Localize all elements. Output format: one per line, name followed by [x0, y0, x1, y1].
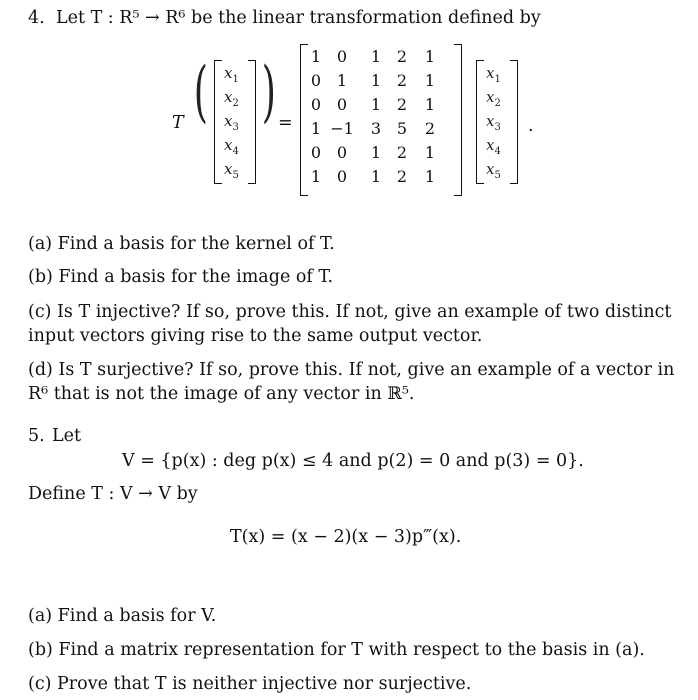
equals-sign: = [278, 113, 293, 133]
problem-4-part-c-line1: (c) Is T injective? If so, prove this. If not, give an example of two distinct [28, 302, 672, 322]
matrix-entry: 3 [370, 119, 382, 138]
matrix-entry: 0 [310, 71, 322, 90]
matrix-entry: 1 [424, 95, 436, 114]
problem-5-part-b: (b) Find a matrix representation for T with respect to the basis in (a). [28, 640, 645, 660]
vector-entry: $x_1$ [486, 64, 501, 85]
matrix-entry: 0 [310, 143, 322, 162]
matrix-entry: 2 [396, 167, 408, 186]
problem-4-part-d-line1: (d) Is T surjective? If so, prove this. If not, give an example of a vector in [28, 360, 675, 380]
matrix-entry: 0 [310, 95, 322, 114]
matrix-right-bracket [454, 44, 462, 196]
coefficient-matrix [300, 44, 462, 196]
problem-4-intro: Let T : R⁵ → R⁶ be the linear transformation defined by [56, 8, 541, 28]
left-paren: ( [193, 53, 208, 130]
set-definition: V = {p(x) : deg p(x) ≤ 4 and p(2) = 0 and p(3) = 0}. [122, 451, 584, 471]
matrix-entry: 1 [424, 71, 436, 90]
problem-4-part-d-line2: R⁶ that is not the image of any vector in ℝ⁵. [28, 384, 415, 404]
vector-entry: $x_3$ [224, 112, 239, 133]
matrix-entry: 0 [336, 167, 348, 186]
matrix-entry: 2 [396, 95, 408, 114]
vector-entry: $x_2$ [486, 88, 501, 109]
matrix-entry: 0 [336, 143, 348, 162]
vector-entry: $x_5$ [486, 160, 501, 181]
vector-entry: $x_5$ [224, 160, 239, 181]
input-vector [214, 60, 256, 184]
matrix-entry: 1 [370, 71, 382, 90]
problem-5-part-a: (a) Find a basis for V. [28, 606, 217, 626]
matrix-entry: 2 [396, 47, 408, 66]
define-line: Define T : V → V by [28, 484, 198, 504]
problem-5-let: Let [52, 426, 82, 446]
matrix-entry: 5 [396, 119, 408, 138]
matrix-entry: 1 [424, 167, 436, 186]
problem-4-part-b: (b) Find a basis for the image of T. [28, 267, 334, 287]
matrix-entry: 1 [424, 143, 436, 162]
vector-entry: $x_3$ [486, 112, 501, 133]
vector-entry: $x_4$ [486, 136, 501, 157]
matrix-entry: 2 [396, 71, 408, 90]
matrix-entry: 2 [424, 119, 436, 138]
vector-entry: $x_1$ [224, 64, 239, 85]
output-vector [476, 60, 518, 184]
matrix-entry: 1 [370, 95, 382, 114]
matrix-entry: 1 [370, 143, 382, 162]
problem-4-part-c-line2: input vectors giving rise to the same output vector. [28, 326, 483, 346]
matrix-entry: 1 [424, 47, 436, 66]
problem-5-number: 5. [28, 426, 45, 446]
map-definition: T(x) = (x − 2)(x − 3)p‴(x). [230, 527, 462, 547]
matrix-entry: 1 [310, 119, 322, 138]
matrix-entry: 0 [336, 47, 348, 66]
vector-entry: $x_4$ [224, 136, 239, 157]
equation-period: . [528, 116, 534, 136]
problem-5-part-c: (c) Prove that T is neither injective nor surjective. [28, 674, 472, 694]
matrix-entry: 0 [336, 95, 348, 114]
right-paren: ) [261, 53, 276, 130]
matrix-entry: 1 [370, 167, 382, 186]
matrix-entry: 2 [396, 143, 408, 162]
matrix-entry: 1 [310, 167, 322, 186]
vector-entry: $x_2$ [224, 88, 239, 109]
input-vector-right-bracket [248, 60, 256, 184]
transform-symbol: T [172, 113, 184, 133]
output-vector-left-bracket [476, 60, 484, 184]
matrix-entry: −1 [330, 119, 354, 138]
matrix-entry: 1 [310, 47, 322, 66]
matrix-entry: 1 [336, 71, 348, 90]
output-vector-right-bracket [510, 60, 518, 184]
problem-4-number: 4. [28, 8, 45, 28]
input-vector-left-bracket [214, 60, 222, 184]
matrix-entry: 1 [370, 47, 382, 66]
problem-4-part-a: (a) Find a basis for the kernel of T. [28, 234, 335, 254]
